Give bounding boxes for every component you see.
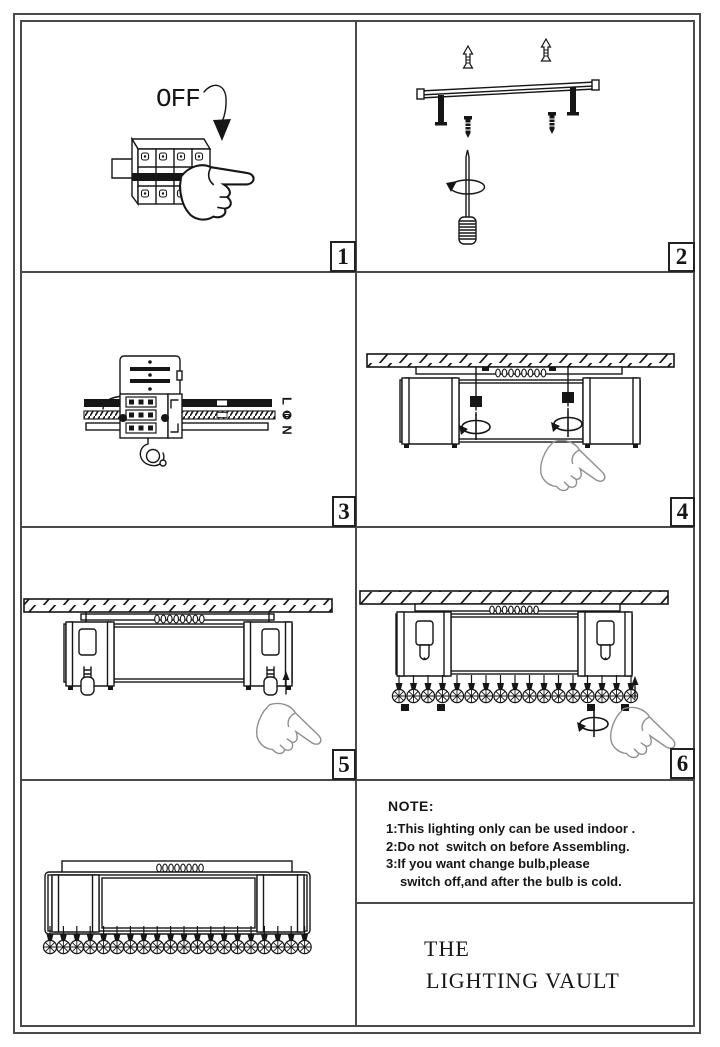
brand-line-1: THE [424, 936, 470, 961]
socket-icon [79, 629, 96, 655]
finished-fixture-illustration [20, 780, 356, 1027]
note-line-4: switch off,and after the bulb is cold. [400, 873, 622, 889]
panel-step-5 [20, 527, 356, 785]
fixture-frame-icon [400, 378, 640, 448]
brand-line-2: LIGHTING VAULT [426, 968, 620, 993]
pointing-hand-icon [247, 696, 327, 771]
mounting-bar-icon [416, 367, 622, 377]
fixture-frame-icon [396, 612, 632, 676]
screw-icon [548, 112, 556, 134]
neutral-label: N [279, 425, 295, 435]
hook-icon [140, 438, 166, 466]
off-label: OFF [156, 84, 200, 114]
ceiling-icon [24, 599, 332, 612]
panel-step-2 [356, 20, 695, 277]
note-line-2: 2:Do not switch on before Assembling. [386, 838, 630, 854]
step-number-6: 6 [670, 748, 695, 779]
bulb-base-icon [587, 704, 595, 711]
panel-step-1 [20, 20, 356, 277]
ceiling-icon [367, 354, 674, 367]
step3-illustration [20, 272, 356, 527]
assembled-fixture-icon [45, 861, 310, 934]
panel-step-4 [356, 272, 695, 532]
live-label: L [279, 397, 295, 405]
step-number-4: 4 [670, 497, 695, 527]
brand-panel [356, 904, 695, 1027]
off-down-arrow-icon [204, 85, 231, 141]
crystal-bulb-row-icon [392, 675, 637, 703]
panel-step-3 [20, 272, 356, 532]
pointing-hand-icon [180, 165, 254, 219]
ground-icon [283, 411, 292, 420]
ceiling-icon [360, 591, 668, 604]
turn-nut-icon [577, 711, 608, 737]
wall-anchor-icon [464, 46, 473, 68]
bulb-base-icon [401, 704, 409, 711]
step6-illustration [356, 527, 695, 780]
step1-illustration [20, 20, 356, 272]
bulb-base-icon [437, 704, 445, 711]
pointing-hand-icon [601, 700, 681, 775]
panel-finished-fixture [20, 780, 356, 1032]
step-number-5: 5 [332, 749, 356, 780]
screw-icon [464, 116, 472, 138]
note-title: NOTE: [388, 798, 435, 814]
note-line-1: 1:This lighting only can be used indoor . [386, 821, 636, 836]
step-number-3: 3 [332, 496, 356, 527]
wall-anchor-icon [542, 39, 551, 61]
driver-box-icon [120, 356, 182, 396]
screwdriver-icon [446, 150, 485, 244]
step2-illustration [356, 20, 695, 272]
panel-step-6 [356, 527, 695, 785]
step-number-1: 1 [330, 241, 356, 272]
note-line-3: 3:If you want change bulb,please [386, 856, 590, 871]
step4-illustration [356, 272, 695, 527]
step-number-2: 2 [668, 242, 695, 272]
terminal-block-icon [119, 394, 182, 438]
fixture-frame-icon [64, 622, 292, 690]
step5-illustration [20, 527, 356, 780]
mounting-bar-icon [417, 80, 599, 126]
socket-icon [262, 629, 279, 655]
note-panel [356, 780, 695, 902]
